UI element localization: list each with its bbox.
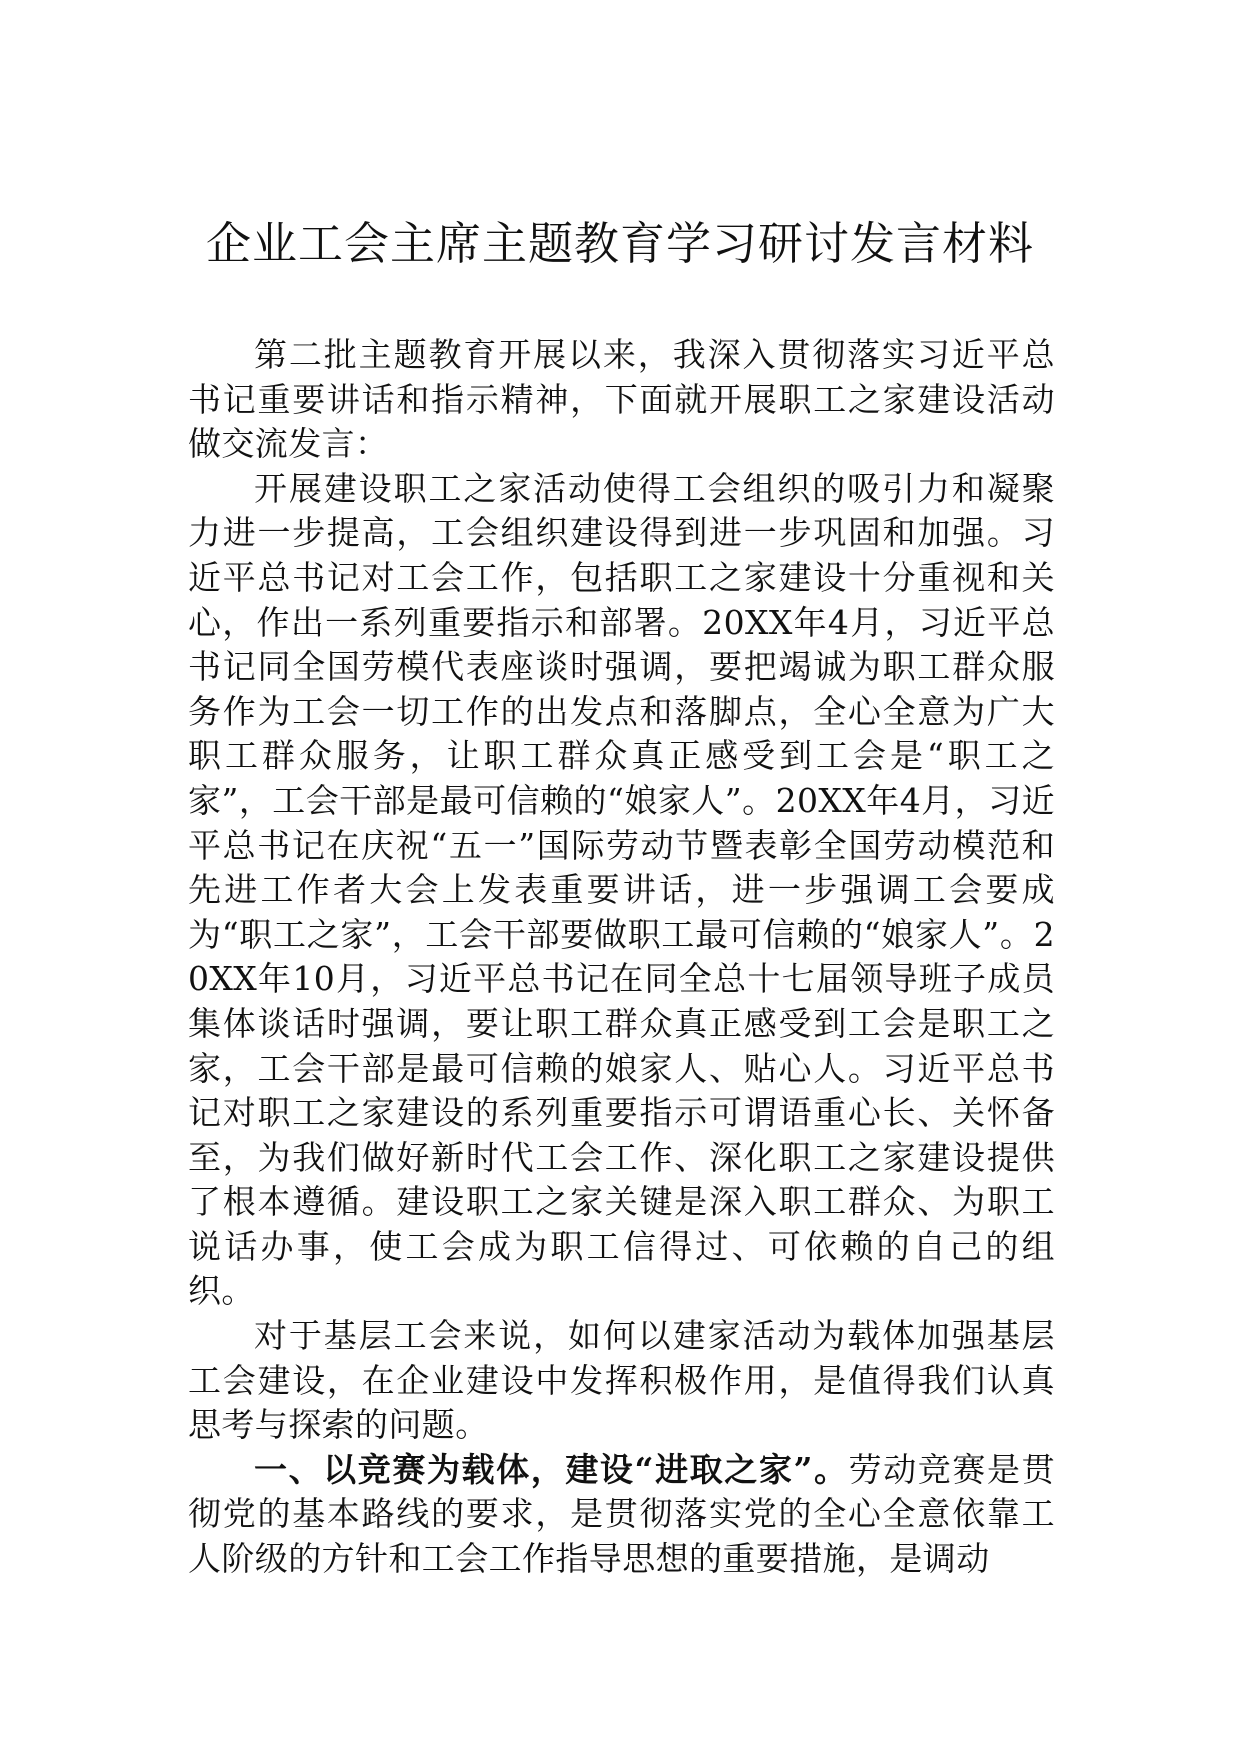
- document-body: [188, 333, 1055, 1582]
- paragraph-question: 对于基层工会来说，如何以建家活动为载体加强基层工会建设，在企业建设中发挥积极作用，是值得我们认真思考与探索的问题。: [188, 1316, 1055, 1445]
- paragraph-background: 开展建设职工之家活动使得工会组织的吸引力和凝聚力进一步提高，工会组织建设得到进一步巩固和加强。习近平总书记对工会工作，包括职工之家建设十分重视和关心，作出一系列重要指示和部署。20XX年4月，习近平总书记同全国劳模代表座谈时强调，要把竭诚为职工群众服务作为工会一切工作的出发点和落脚点，全心全意为广大职工群众服务，让职工群众真正感受到工会是“职工之家”，工会干部是最可信赖的“娘家人”。20XX年4月，习近平总书记在庆祝“五一”国际劳动节暨表彰全国劳动模范和先进工作者大会上发表重要讲话，进一步强调工会要成为“职工之家”，工会干部要做职工最可信赖的“娘家人”。20XX年10月，习近平总书记在同全总十七届领导班子成员集体谈话时强调，要让职工群众真正感受到工会是职工之家，工会干部是最可信赖的娘家人、贴心人。习近平总书记对职工之家建设的系列重要指示可谓语重心长、关怀备至，为我们做好新时代工会工作、深化职工之家建设提供了根本遵循。建设职工之家关键是深入职工群众、为职工说话办事，使工会成为职工信得过、可依赖的自己的组织。: [188, 468, 1055, 1311]
- document-title: 企业工会主席主题教育学习研讨发言材料: [205, 217, 1034, 270]
- section-one-heading: 一、以竞赛为载体，建设“进取之家”。: [254, 1449, 849, 1489]
- section-one-text: 劳动竞赛是贯彻党的基本路线的要求，是贯彻落实党的全心全意依靠工人阶级的方针和工会工作指导思想的重要措施，是调动: [188, 1449, 1055, 1579]
- section-one-paragraph: [188, 1448, 1055, 1582]
- paragraph-intro: 第二批主题教育开展以来，我深入贯彻落实习近平总书记重要讲话和指示精神，下面就开展职工之家建设活动做交流发言：: [188, 335, 1055, 464]
